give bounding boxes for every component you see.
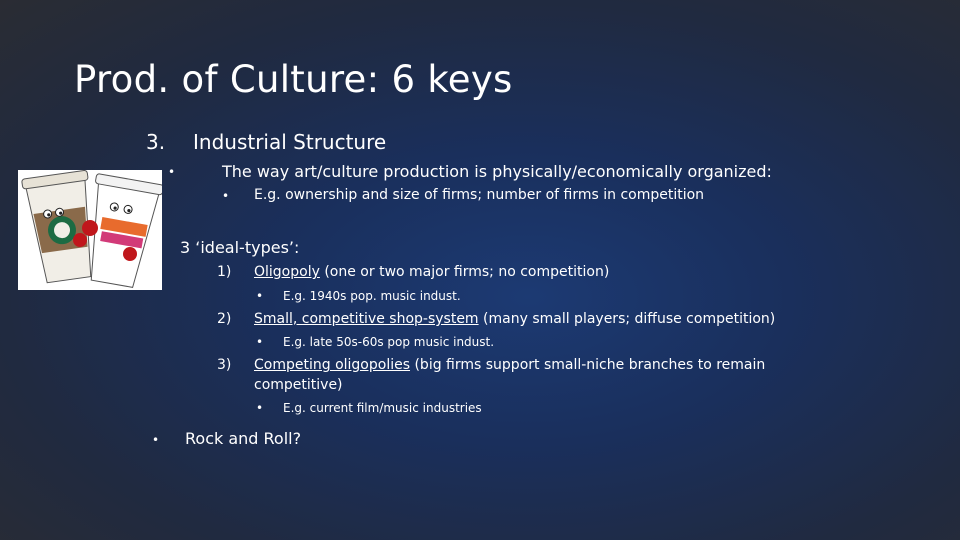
coffee-cups-image [18,170,162,290]
type-1-number: 1) [217,264,232,280]
type-1-name: Oligopoly [254,264,320,280]
type-1-desc: (one or two major firms; no competition) [319,264,610,280]
type-3-line [254,357,765,373]
type-2-desc: (many small players; diffuse competition) [478,311,776,327]
type-1-example: E.g. 1940s pop. music indust. [283,289,461,303]
type-2-example: E.g. late 50s-60s pop music indust. [283,335,495,349]
section-title: Industrial Structure [193,130,387,154]
type-2-line [254,311,775,327]
type-2-number: 2) [217,311,232,327]
type-3-example: E.g. current film/music industries [283,401,482,415]
bullet-1-sub-text: E.g. ownership and size of firms; number of firms in competition [254,187,705,203]
slide-title: Prod. of Culture: 6 keys [74,58,513,101]
final-bullet-marker: • [152,433,160,447]
type-3-example-marker: • [256,401,264,415]
section-number: 3. [146,130,166,154]
type-3-desc: (big firms support small-niche branches to remain [410,357,766,373]
bullet-1-sub-marker: • [222,189,230,203]
type-3-name: Competing oligopolies [254,357,411,373]
type-1-example-marker: • [256,289,264,303]
type-3-number: 3) [217,357,232,373]
type-2-example-marker: • [256,335,264,349]
ideal-types-heading: 3 ‘ideal-types’: [180,238,300,257]
bullet-1-marker: • [168,165,176,179]
final-bullet-text: Rock and Roll? [185,429,302,448]
type-1-line [254,264,609,280]
type-3-desc-line2: competitive) [254,377,343,393]
coffee-cups-illustration [18,170,162,290]
bullet-1-text: The way art/culture production is physically/economically organized: [222,162,772,181]
type-2-name: Small, competitive shop-system [254,311,479,327]
